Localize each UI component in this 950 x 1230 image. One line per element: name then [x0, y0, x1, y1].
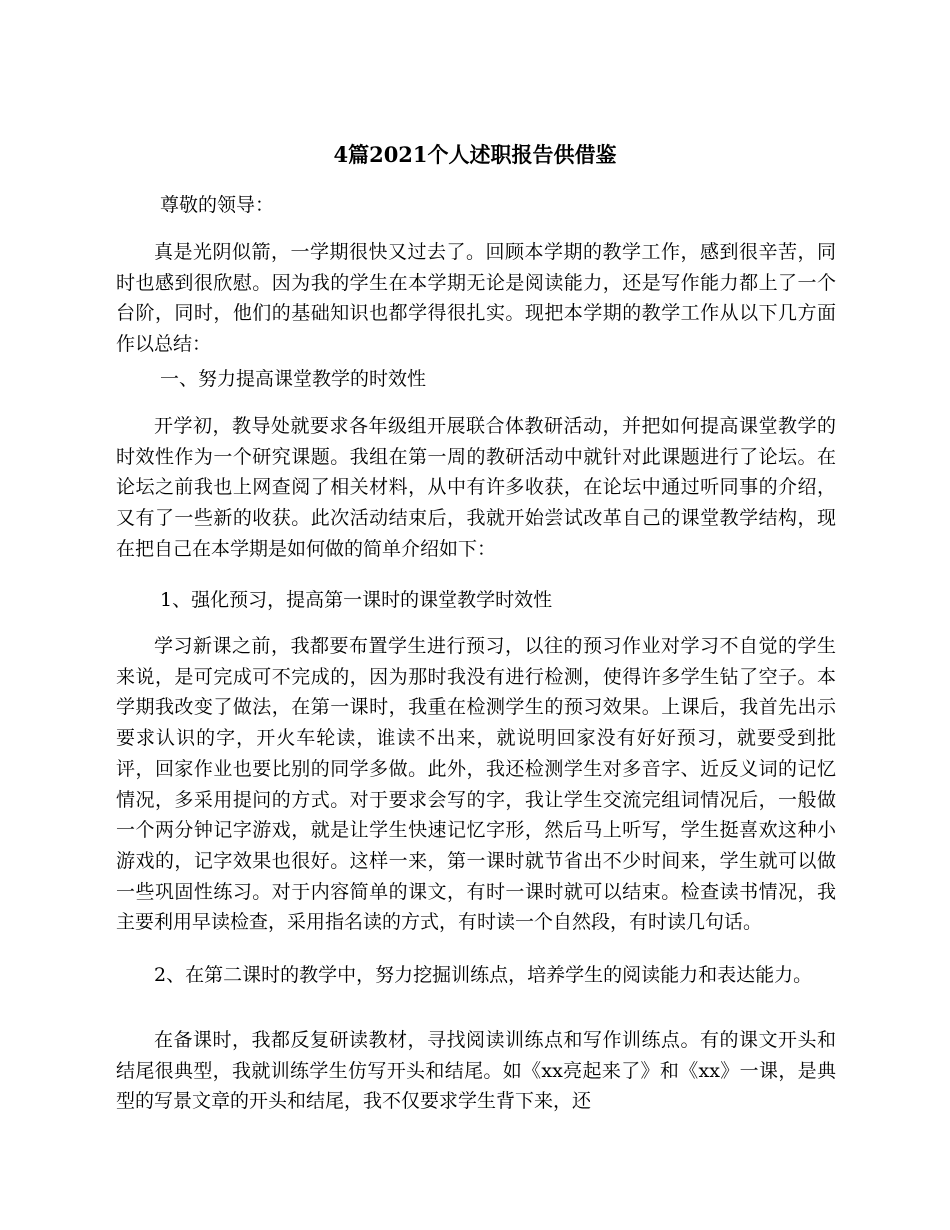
section-heading-1: 一、努力提高课堂教学的时效性	[160, 368, 427, 390]
document-title: 4篇2021个人述职报告供借鉴	[333, 142, 617, 167]
point-heading-2: 2、在第二课时的教学中，努力挖掘训练点，培养学生的阅读能力和表达能力。	[154, 964, 813, 986]
paragraph-point-2: 在备课时，我都反复研读教材，寻找阅读训练点和写作训练点。有的课文开头和结尾很典型，我就训练学生仿写开头和结尾。如《xx亮起来了》和《xx》一课，是典型的写景文章的开头和结尾，我不仅要求学生背下来，还	[116, 1029, 836, 1113]
salutation: 尊敬的领导：	[160, 194, 275, 216]
paragraph-point-1: 学习新课之前，我都要布置学生进行预习，以往的预习作业对学习不自觉的学生来说，是可完成可不完成的，因为那时我没有进行检测，使得许多学生钻了空子。本学期我改变了做法，在第一课时，我重在检测学生的预习效果。上课后，我首先出示要求认识的字，开火车轮读，谁读不出来，就说明回家没有好好预习，就要受到批评，回家作业也要比别的同学多做。此外，我还检测学生对多音字、近反义词的记忆情况，多采用提问的方式。对于要求会写的字，我让学生交流完组词情况后，一般做一个两分钟记字游戏，就是让学生快速记忆字形，然后马上听写，学生挺喜欢这种小游戏的，记字效果也很好。这样一来，第一课时就节省出不少时间来，学生就可以做一些巩固性练习。对于内容简单的课文，有时一课时就可以结束。检查读书情况，我主要利用早读检查，采用指名读的方式，有时读一个自然段，有时读几句话。	[116, 635, 836, 934]
point-heading-1: 1、强化预习，提高第一课时的课堂教学时效性	[160, 589, 553, 611]
paragraph-section-1: 开学初，教导处就要求各年级组开展联合体教研活动，并把如何提高课堂教学的时效性作为一个研究课题。我组在第一周的教研活动中就针对此课题进行了论坛。在论坛之前我也上网查阅了相关材料，从中有许多收获，在论坛中通过听同事的介绍，又有了一些新的收获。此次活动结束后，我就开始尝试改革自己的课堂教学结构，现在把自己在本学期是如何做的简单介绍如下：	[116, 415, 836, 560]
paragraph-intro: 真是光阴似箭，一学期很快又过去了。回顾本学期的教学工作，感到很辛苦，同时也感到很欣慰。因为我的学生在本学期无论是阅读能力，还是写作能力都上了一个台阶，同时，他们的基础知识也都学得很扎实。现把本学期的教学工作从以下几方面作以总结：	[116, 241, 836, 356]
